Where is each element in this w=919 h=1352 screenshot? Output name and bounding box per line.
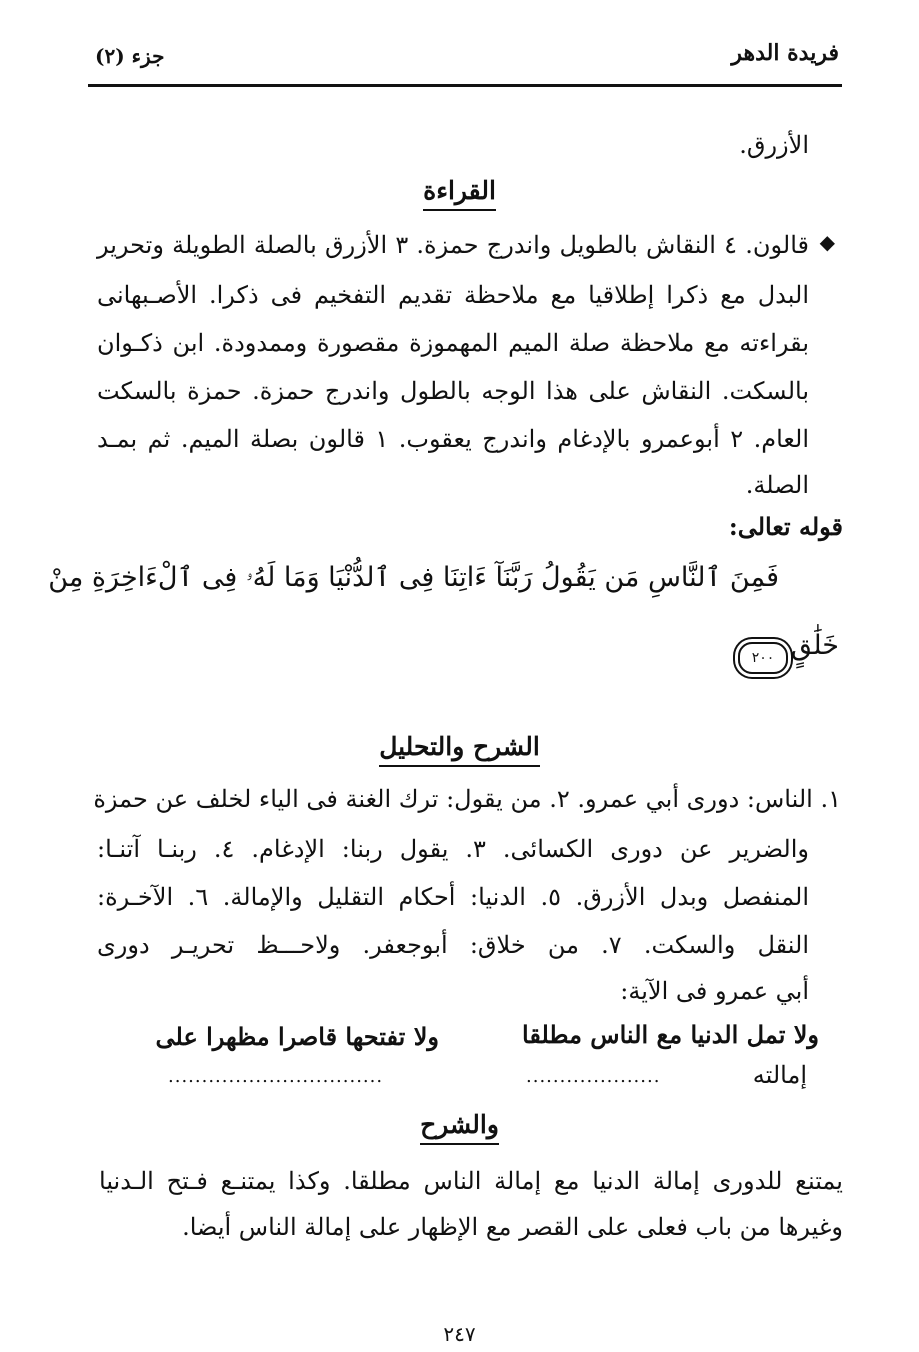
poem-left-hemistich: ولا تفتحها قاصرا مظهرا على [155,1022,439,1051]
ayah-line-1: فَمِنَ ٱلنَّاسِ مَن يَقُولُ رَبَّنَآ ءَاتِنَا فِى ٱلدُّنْيَا وَمَا لَهُۥ فِى ٱلْءَاخِرَةِ مِنْ [48,562,779,593]
reading-line-3: بقراءته مع ملاحظة صلة الميم المهموزة مقصورة وممدودة. ابن ذكـوان [97,329,809,357]
opening-line: الأزرق. [739,131,809,159]
book-title: فريدة الدهر [731,40,839,66]
poem-right-dots: .................... [526,1066,661,1087]
ayah-line-2: خَلَٰقٍ [790,630,839,661]
section-title-explanation: الشرح والتحليل [0,732,919,767]
poem-left-dots: ................................ [168,1066,384,1087]
page-number: ٢٤٧ [443,1322,476,1346]
explanation-line-2: والضرير عن دورى الكسائى. ٣. يقول ربنا: الإدغام. ٤. ربنـا آتنـا: [97,835,810,863]
reading-line-2: البدل مع ذكرا إطلاقيا مع ملاحظة تقديم التفخيم فى ذكرا. الأصـبهانى [97,281,809,309]
reading-line-4: بالسكت. النقاش على هذا الوجه بالطول واندرج حمزة. حمزة بالسكت [97,377,809,405]
explanation-line-4: النقل والسكت. ٧. من خلاق: أبوجعفر. ولاحـــظ تحريـر دورى [97,931,809,959]
quote-label: قوله تعالى: [728,512,843,541]
explanation-line-3: المنفصل وبدل الأزرق. ٥. الدنيا: أحكام التقليل والإمالة. ٦. الآخـرة: [97,883,810,911]
section-title-commentary: والشرح [0,1110,919,1145]
reading-line-1: قالون. ٤ النقاش بالطويل واندرج حمزة. ٣ الأزرق بالصلة الطويلة وتحرير [97,231,809,259]
section-title-reading: القراءة [0,176,919,211]
diamond-bullet-icon: ◆ [819,230,835,254]
poem-second-line-word: إمالته [752,1061,807,1089]
reading-line-5: العام. ٢ أبوعمرو بالإدغام واندرج يعقوب. ١ قالون بصلة الميم. ثم بمـد [97,425,809,453]
poem-right-hemistich: ولا تمل الدنيا مع الناس مطلقا [522,1020,819,1049]
reading-line-6: الصلة. [745,471,809,499]
part-label: جزء (٢) [95,44,165,68]
header-rule [88,84,842,87]
explanation-line-5: أبي عمرو فى الآية: [620,977,809,1005]
explanation-line-1: ١. الناس: دورى أبي عمرو. ٢. من يقول: ترك الغنة فى الياء لخلف عن حمزة [93,785,841,813]
commentary-line-1: يمتنع للدورى إمالة الدنيا مع إمالة الناس مطلقا. وكذا يمتنـع فـتح الـدنيا [99,1167,843,1195]
commentary-line-2: وغيرها من باب فعلى على القصر مع الإظهار على إمالة الناس أيضا. [182,1213,843,1241]
verse-number-ornament: ٢٠٠ [738,642,788,674]
